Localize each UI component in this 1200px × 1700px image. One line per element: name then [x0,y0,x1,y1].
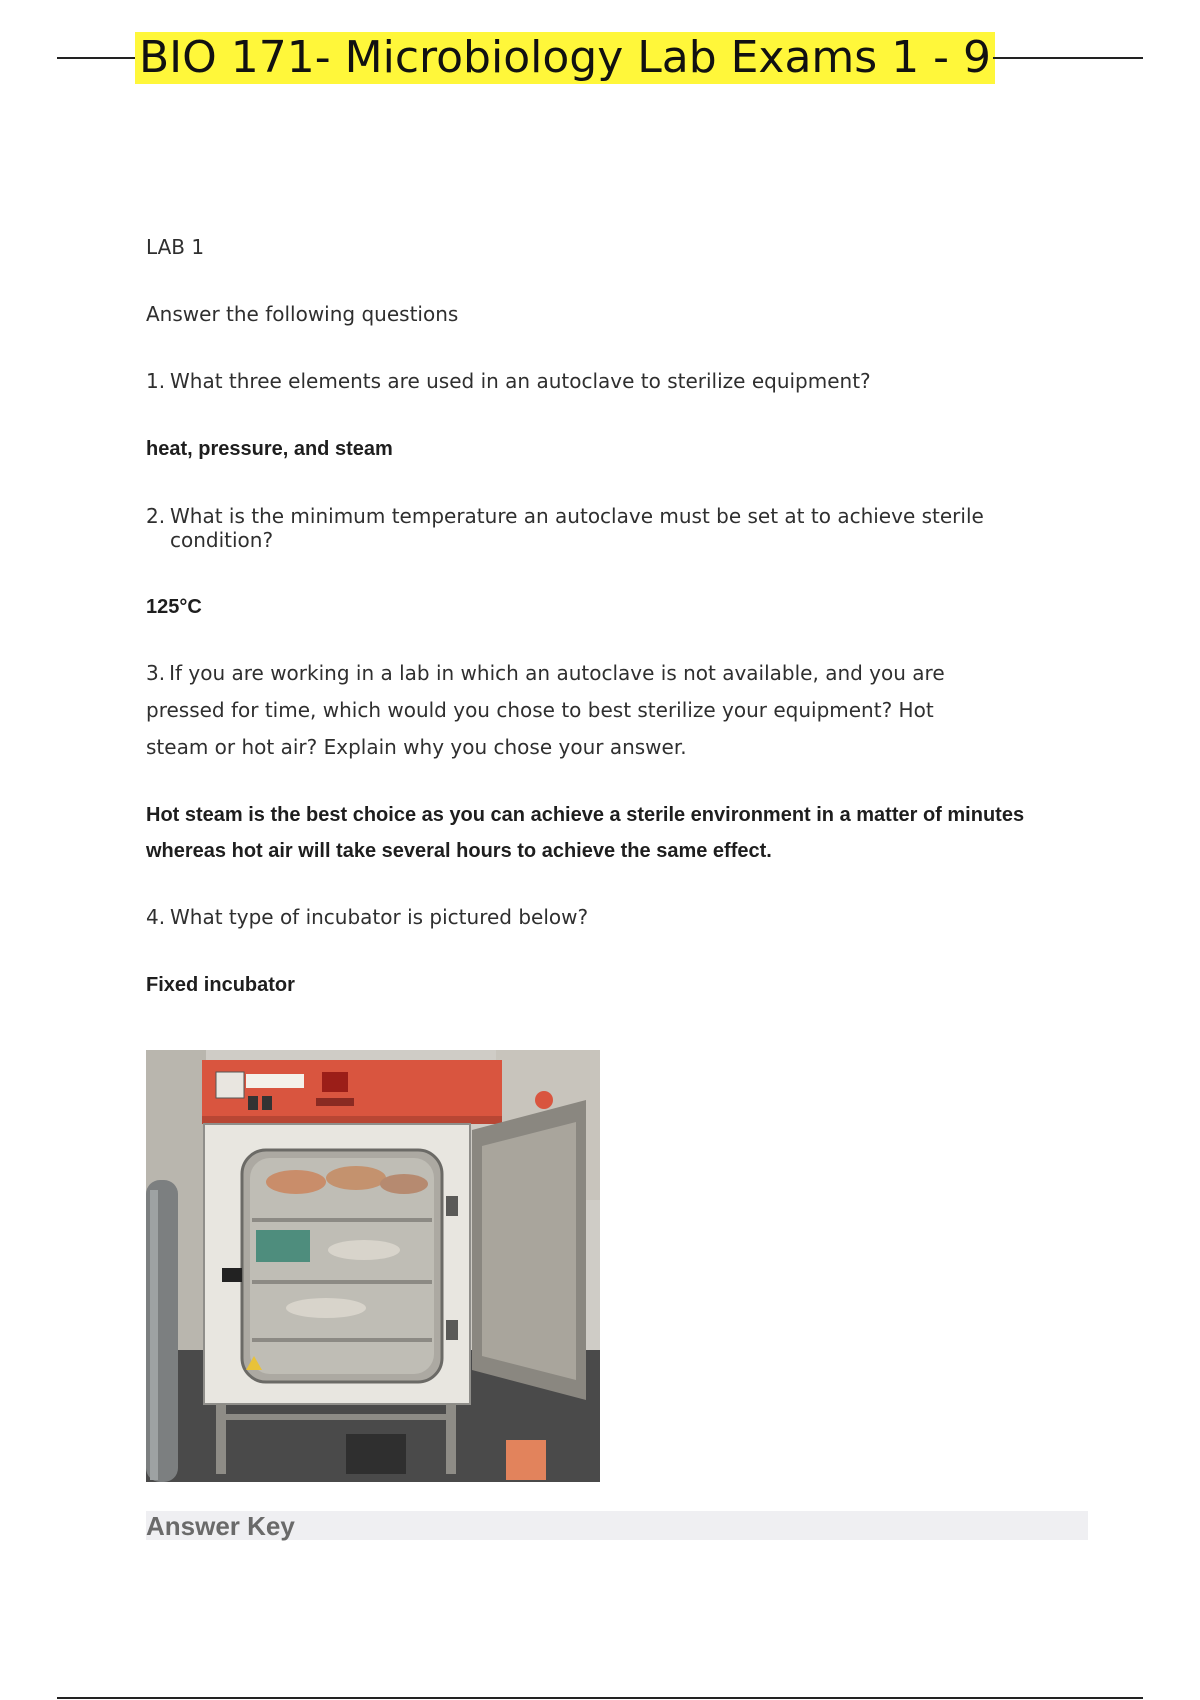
question-text-line1: What is the minimum temperature an autoclave must be set at to achieve sterile [170,504,984,528]
title-rule-right [993,57,1143,59]
question-text: What three elements are used in an autoclave to sterilize equipment? [170,369,871,393]
question-number: 2. [146,504,166,528]
title-rule-left [57,57,137,59]
answer-2: 125°C [146,596,202,618]
answer-4: Fixed incubator [146,974,295,996]
question-number: 1. [146,369,166,393]
answer-key-label: Answer Key [146,1511,295,1541]
bottom-rule [57,1697,1143,1699]
incubator-illustration [146,1050,600,1482]
answer-1: heat, pressure, and steam [146,438,393,460]
question-text: What type of incubator is pictured below? [170,905,589,929]
incubator-photo [146,1050,600,1482]
answer-line1: Hot steam is the best choice as you can achieve a sterile environment in a matter of minutes [146,804,1025,826]
question-text-line2: condition? [170,528,274,552]
question-text-line1: If you are working in a lab in which an autoclave is not available, and you are [169,661,945,685]
title-row [57,28,1143,86]
question-number: 4. [146,905,166,929]
instructions: Answer the following questions [146,302,459,326]
answer-line2: whereas hot air will take several hours to achieve the same effect. [146,840,772,862]
question-number: 3. [146,661,166,685]
section-heading: LAB 1 [146,235,205,259]
question-text-line2: pressed for time, which would you chose to best sterilize your equipment? Hot [146,698,934,722]
answer-key-bar [146,1511,1088,1540]
answer-3 [146,797,1024,869]
page-title: BIO 171- Microbiology Lab Exams 1 - 9 [135,32,995,84]
question-text-line3: steam or hot air? Explain why you chose your answer. [146,735,687,759]
question-3 [146,655,945,766]
